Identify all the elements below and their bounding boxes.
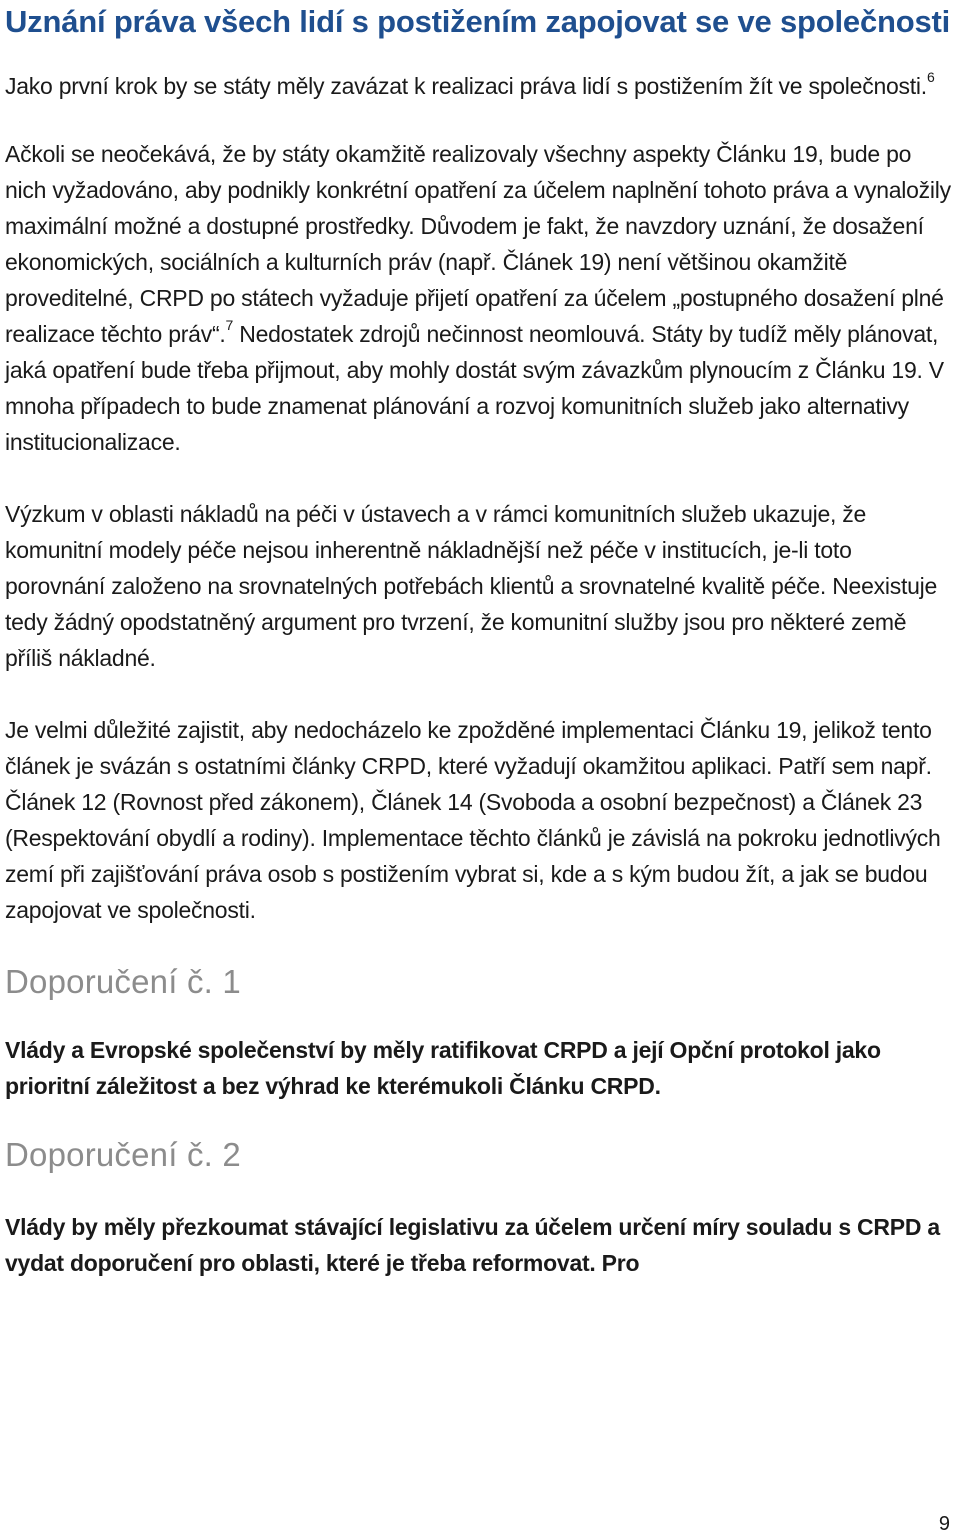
paragraph-article-19-part2: Nedostatek zdrojů nečinnost neomlouvá. Státy by tudíž měly plánovat, jaká opatření bude třeba přijmout, aby mohly dostát svým závazkům plynoucím z Článku 19. V mnoha případech to bude znamenat plánování a rozvoj komunitních služeb jako alternativy institucionalizace. (5, 321, 944, 455)
paragraph-costs: Výzkum v oblasti nákladů na péči v ústavech a v rámci komunitních služeb ukazuje, že komunitní modely péče nejsou inherentně nákladnější než péče v institucích, je-li toto porovnání založeno na srovnatelných potřebách klientů a srovnatelné kvalitě péče. Neexistuje tedy žádný opodstatněný argument pro tvrzení, že komunitní služby jsou pro některé země příliš nákladné. (5, 501, 938, 671)
recommendation-2-title: Doporučení č. 2 (5, 1136, 241, 1173)
paragraph-article-19-part1: Ačkoli se neočekává, že by státy okamžitě realizovaly všechny aspekty Článku 19, bude po nich vyžadováno, aby podnikly konkrétní opatření za účelem naplnění tohoto práva a vynaložily maximální možné a dostupné prostředky. Důvodem je fakt, že navzdory uznání, že dosažení ekonomických, sociálních a kulturních práv (např. Článek 19) není většinou okamžitě proveditelné, CRPD po státech vyžaduje přijetí opatření za účelem „postupného dosažení plné realizace těchto práv“. (5, 141, 951, 347)
footnote-ref-7[interactable]: 7 (225, 317, 234, 333)
footnote-ref-6[interactable]: 6 (926, 69, 935, 85)
paragraph-intro-text: Jako první krok by se státy měly zavázat k realizaci práva lidí s postižením žít ve společnosti. (5, 73, 927, 99)
paragraph-implementation: Je velmi důležité zajistit, aby nedocházelo ke zpožděné implementaci Článku 19, jelikož tento článek je svázán s ostatními články CRPD, které vyžadují okamžitou aplikaci. Patří sem např. Článek 12 (Rovnost před zákonem), Článek 14 (Svoboda a osobní bezpečnost) a Článek 23 (Respektování obydlí a rodiny). Implementace těchto článků je závislá na pokroku jednotlivých zemí při zajišťování práva osob s postižením vybrat si, kde a s kým budou žít, a jak se budou zapojovat ve společnosti. (5, 717, 941, 923)
paragraph-intro (5, 68, 957, 104)
document-page (5, 0, 957, 1281)
recommendation-1-text: Vlády a Evropské společenství by měly ratifikovat CRPD a její Opční protokol jako prioritní záležitost a bez výhrad ke kterémukoli Článku CRPD. (5, 1037, 881, 1099)
recommendation-2-text: Vlády by měly přezkoumat stávající legislativu za účelem určení míry souladu s CRPD a vydat doporučení pro oblasti, které je třeba reformovat. Pro (5, 1214, 940, 1276)
recommendation-1-title: Doporučení č. 1 (5, 963, 241, 1000)
page-number: 9 (938, 1513, 950, 1535)
paragraph-article-19 (5, 136, 957, 460)
section-heading: Uznání práva všech lidí s postižením zapojovat se ve společnosti (5, 4, 951, 39)
